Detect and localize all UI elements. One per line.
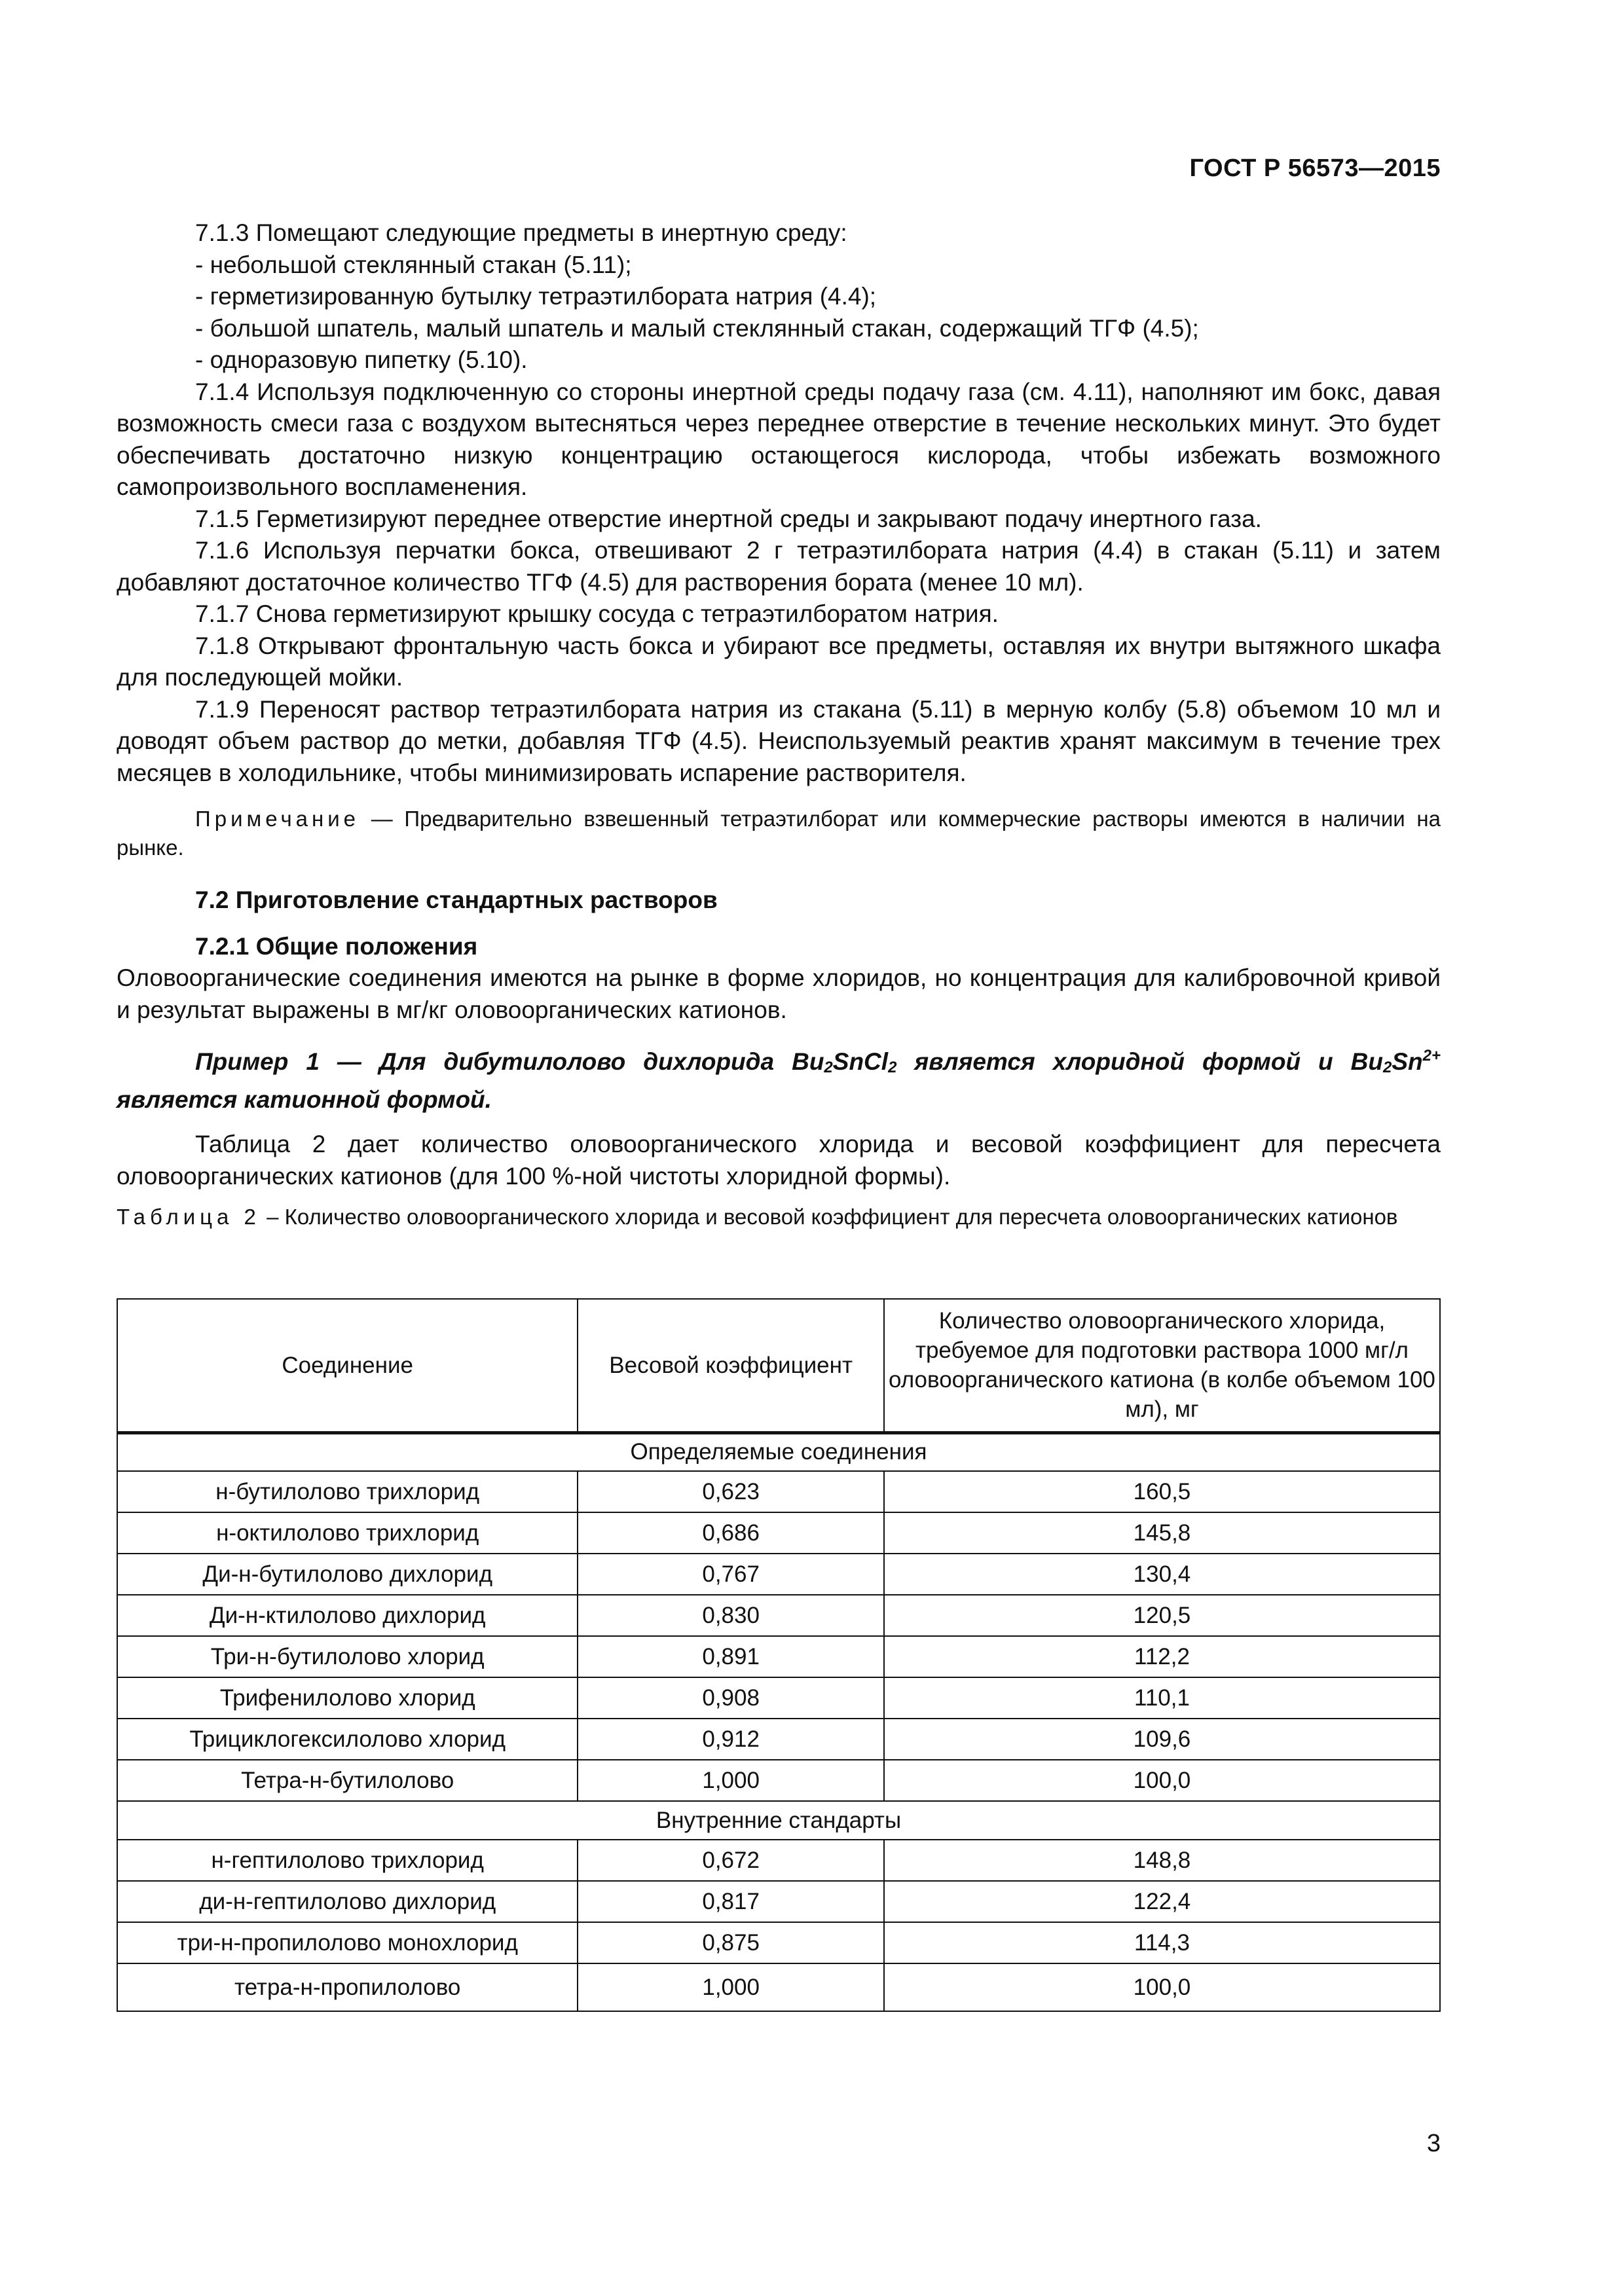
document-id-header: ГОСТ Р 56573—2015 xyxy=(1189,155,1441,182)
note-text: — Предварительно взвешенный тетраэтилборат или коммерческие растворы имеются в наличии на рынке. xyxy=(117,807,1441,860)
formula-part: Bu xyxy=(792,1048,824,1075)
cell-weight-coefficient: 0,672 xyxy=(578,1840,884,1881)
section-heading-7-2: 7.2 Приготовление стандартных растворов xyxy=(195,886,718,913)
cell-weight-coefficient: 0,908 xyxy=(578,1677,884,1719)
table-row xyxy=(117,1595,1440,1636)
example-mid: является хлоридной формой и xyxy=(896,1048,1351,1075)
paragraph-7-1-7: 7.1.7 Снова герметизируют крышку сосуда с тетраэтилборатом натрия. xyxy=(195,600,999,627)
cell-compound: н-бутилолово трихлорид xyxy=(117,1471,578,1512)
cell-amount: 148,8 xyxy=(884,1840,1440,1881)
section-label-determined: Определяемые соединения xyxy=(117,1432,1440,1471)
table-row xyxy=(117,1554,1440,1595)
cell-compound: три-н-пропилолово монохлорид xyxy=(117,1922,578,1963)
cell-compound: Трициклогексилолово хлорид xyxy=(117,1719,578,1760)
cell-amount: 145,8 xyxy=(884,1512,1440,1554)
cell-amount: 110,1 xyxy=(884,1677,1440,1719)
table-section-row xyxy=(117,1801,1440,1840)
table-row xyxy=(117,1922,1440,1963)
formula-part: Bu xyxy=(1350,1048,1383,1075)
table-caption xyxy=(117,1204,1441,1230)
paragraph-7-1-5: 7.1.5 Герметизируют переднее отверстие инертной среды и закрывают подачу инертного газа. xyxy=(195,505,1262,532)
table-section-row xyxy=(117,1432,1440,1471)
formula-bu2sncl2 xyxy=(792,1048,896,1075)
table-row xyxy=(117,1881,1440,1922)
paragraph-7-2-1: Оловоорганические соединения имеются на рынке в форме хлоридов, но концентрация для калибровочной кривой и результат выражены в мг/кг оловоорганических катионов. xyxy=(117,964,1441,1023)
page-number: 3 xyxy=(1426,2130,1441,2157)
cell-weight-coefficient: 1,000 xyxy=(578,1760,884,1801)
cell-weight-coefficient: 0,912 xyxy=(578,1719,884,1760)
formula-superscript: 2+ xyxy=(1422,1047,1441,1065)
table-row xyxy=(117,1719,1440,1760)
list-item: - большой шпатель, малый шпатель и малый стеклянный стакан, содержащий ТГФ (4.5); xyxy=(195,314,1199,342)
list-item: - герметизированную бутылку тетраэтилбората натрия (4.4); xyxy=(195,283,877,310)
cell-compound: Ди-н-бутилолово дихлорид xyxy=(117,1554,578,1595)
table-row xyxy=(117,1963,1440,2011)
cell-weight-coefficient: 0,830 xyxy=(578,1595,884,1636)
formula-subscript: 2 xyxy=(1382,1059,1392,1076)
cell-compound: Тетра-н-бутилолово xyxy=(117,1760,578,1801)
example-1 xyxy=(117,1040,1441,1116)
cell-amount: 120,5 xyxy=(884,1595,1440,1636)
cell-compound: тетра-н-пропилолово xyxy=(117,1963,578,2011)
organotin-table xyxy=(117,1298,1441,2012)
cell-compound: ди-н-гептилолово дихлорид xyxy=(117,1881,578,1922)
cell-weight-coefficient: 0,623 xyxy=(578,1471,884,1512)
paragraph-7-1-8: 7.1.8 Открывают фронтальную часть бокса и убирают все предметы, оставляя их внутри вытяжного шкафа для последующей мойки. xyxy=(117,632,1441,691)
paragraph-table-2-intro: Таблица 2 дает количество оловоорганического хлорида и весовой коэффициент для пересчета оловоорганических катионов (для 100 %-ной чистоты хлоридной формы). xyxy=(117,1131,1441,1190)
cell-compound: Три-н-бутилолово хлорид xyxy=(117,1636,578,1677)
document-body xyxy=(117,217,1441,1230)
formula-part: SnCl xyxy=(832,1048,889,1075)
note xyxy=(117,805,1441,862)
column-header-amount: Количество оловоорганического хлорида, требуемое для подготовки раствора 1000 мг/л оловоорганического катиона (в колбе объемом 100 мл), мг xyxy=(884,1299,1440,1432)
paragraph-7-1-6: 7.1.6 Используя перчатки бокса, отвешивают 2 г тетраэтилбората натрия (4.4) в стакан (5.11) и затем добавляют достаточное количество ТГФ (4.5) для растворения бората (менее 10 мл). xyxy=(117,537,1441,596)
section-label-internal-standards: Внутренние стандарты xyxy=(117,1801,1440,1840)
cell-amount: 100,0 xyxy=(884,1760,1440,1801)
cell-amount: 100,0 xyxy=(884,1963,1440,2011)
cell-compound: Трифенилолово хлорид xyxy=(117,1677,578,1719)
table-row xyxy=(117,1636,1440,1677)
note-label: Примечание xyxy=(195,807,360,831)
paragraph-7-1-4: 7.1.4 Используя подключенную со стороны инертной среды подачу газа (см. 4.11), наполняют им бокс, давая возможность смеси газа с воздухом вытесняться через переднее отверстие в течение нескольких минут. Это будет обеспечивать достаточно низкую концентрацию остающегося кислорода, чтобы избежать возможного самопроизвольного воспламенения. xyxy=(117,378,1441,500)
cell-weight-coefficient: 1,000 xyxy=(578,1963,884,2011)
list-item: - одноразовую пипетку (5.10). xyxy=(195,346,528,373)
table-caption-text: – Количество оловоорганического хлорида и весовой коэффициент для пересчета оловоорганических катионов xyxy=(260,1205,1398,1229)
column-header-compound: Соединение xyxy=(117,1299,578,1432)
table-row xyxy=(117,1471,1440,1512)
table-row xyxy=(117,1512,1440,1554)
formula-subscript: 2 xyxy=(824,1059,833,1076)
cell-weight-coefficient: 0,891 xyxy=(578,1636,884,1677)
formula-subscript: 2 xyxy=(888,1059,897,1076)
subsection-heading-7-2-1: 7.2.1 Общие положения xyxy=(195,932,478,960)
table-row xyxy=(117,1677,1440,1719)
cell-compound: н-октилолово трихлорид xyxy=(117,1512,578,1554)
cell-weight-coefficient: 0,767 xyxy=(578,1554,884,1595)
table-body xyxy=(117,1432,1440,2011)
cell-amount: 114,3 xyxy=(884,1922,1440,1963)
example-suffix: является катионной формой. xyxy=(117,1085,492,1113)
list-item: - небольшой стеклянный стакан (5.11); xyxy=(195,251,632,278)
cell-weight-coefficient: 0,817 xyxy=(578,1881,884,1922)
cell-amount: 130,4 xyxy=(884,1554,1440,1595)
cell-amount: 160,5 xyxy=(884,1471,1440,1512)
table-row xyxy=(117,1840,1440,1881)
paragraph-7-1-3: 7.1.3 Помещают следующие предметы в инертную среду: xyxy=(195,219,847,246)
formula-part: Sn xyxy=(1392,1048,1423,1075)
column-header-weight-coefficient: Весовой коэффициент xyxy=(578,1299,884,1432)
table-row xyxy=(117,1760,1440,1801)
cell-compound: н-гептилолово трихлорид xyxy=(117,1840,578,1881)
table-caption-label: Таблица 2 xyxy=(117,1205,261,1229)
cell-weight-coefficient: 0,686 xyxy=(578,1512,884,1554)
cell-amount: 109,6 xyxy=(884,1719,1440,1760)
cell-compound: Ди-н-ктилолово дихлорид xyxy=(117,1595,578,1636)
formula-bu2sn2plus xyxy=(1351,1048,1441,1075)
cell-amount: 112,2 xyxy=(884,1636,1440,1677)
paragraph-7-1-9: 7.1.9 Переносят раствор тетраэтилбората натрия из стакана (5.11) в мерную колбу (5.8) объемом 10 мл и доводят объем раствор до метки, добавляя ТГФ (4.5). Неиспользуемый реактив хранят максимум в течение трех месяцев в холодильнике, чтобы минимизировать испарение растворителя. xyxy=(117,695,1441,786)
example-prefix: Пример 1 — Для дибутилолово дихлорида xyxy=(195,1048,792,1075)
cell-amount: 122,4 xyxy=(884,1881,1440,1922)
cell-weight-coefficient: 0,875 xyxy=(578,1922,884,1963)
